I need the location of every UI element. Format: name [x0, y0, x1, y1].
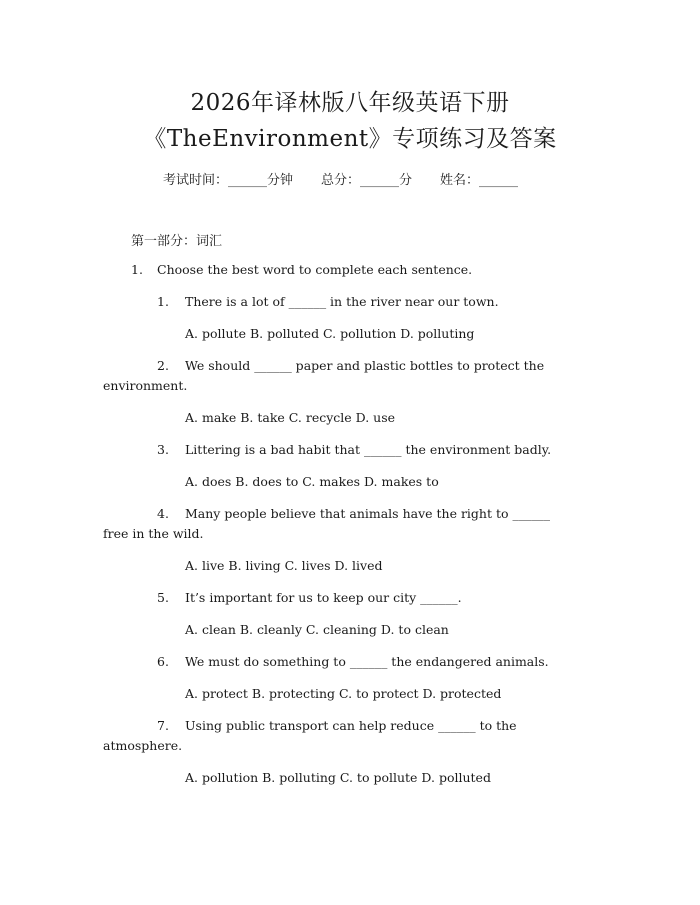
question-1	[157, 294, 499, 309]
question-text: It’s important for us to keep our city ______.	[185, 590, 462, 605]
section-title: 第一部分：词汇	[131, 234, 223, 249]
question-3-options: A. does B. does to C. makes D. makes to	[185, 474, 439, 489]
exam-time-field: 考试时间：______分钟	[163, 173, 294, 188]
question-7-options: A. pollution B. polluting C. to pollute D. polluted	[185, 770, 491, 785]
question-text: We must do something to ______ the endangered animals.	[185, 654, 549, 669]
question-2-options: A. make B. take C. recycle D. use	[185, 410, 396, 425]
question-6	[157, 654, 549, 669]
instruction-text: Choose the best word to complete each sentence.	[157, 262, 473, 277]
exam-info-row	[163, 169, 518, 188]
question-text: Littering is a bad habit that ______ the environment badly.	[185, 442, 552, 457]
question-text: We should ______ paper and plastic bottles to protect the	[185, 358, 545, 373]
question-number: 7.	[157, 718, 169, 733]
document-subtitle: 《TheEnvironment》专项练习及答案	[143, 126, 557, 152]
question-number: 4.	[157, 506, 169, 521]
total-score-field: 总分：______分	[321, 173, 413, 188]
question-2-continuation: environment.	[103, 378, 188, 393]
question-7-continuation: atmosphere.	[103, 738, 183, 753]
question-4-continuation: free in the wild.	[103, 526, 204, 541]
section-instruction	[131, 262, 472, 277]
question-5-options: A. clean B. cleanly C. cleaning D. to clean	[185, 622, 449, 637]
instruction-number: 1.	[131, 262, 143, 277]
question-7	[157, 718, 517, 733]
question-text: There is a lot of ______ in the river near our town.	[185, 294, 499, 309]
question-number: 6.	[157, 654, 169, 669]
student-name-field: 姓名：______	[440, 173, 519, 188]
question-number: 5.	[157, 590, 169, 605]
document-title: 2026年译林版八年级英语下册	[190, 90, 510, 116]
question-3	[157, 442, 551, 457]
question-text: Many people believe that animals have the right to ______	[185, 506, 550, 521]
question-5	[157, 590, 462, 605]
question-number: 3.	[157, 442, 169, 457]
question-number: 1.	[157, 294, 169, 309]
question-2	[157, 358, 544, 373]
question-4	[157, 506, 550, 521]
question-4-options: A. live B. living C. lives D. lived	[185, 558, 383, 573]
question-1-options: A. pollute B. polluted C. pollution D. polluting	[185, 326, 475, 341]
question-text: Using public transport can help reduce ______ to the	[185, 718, 517, 733]
question-6-options: A. protect B. protecting C. to protect D. protected	[185, 686, 502, 701]
question-number: 2.	[157, 358, 169, 373]
